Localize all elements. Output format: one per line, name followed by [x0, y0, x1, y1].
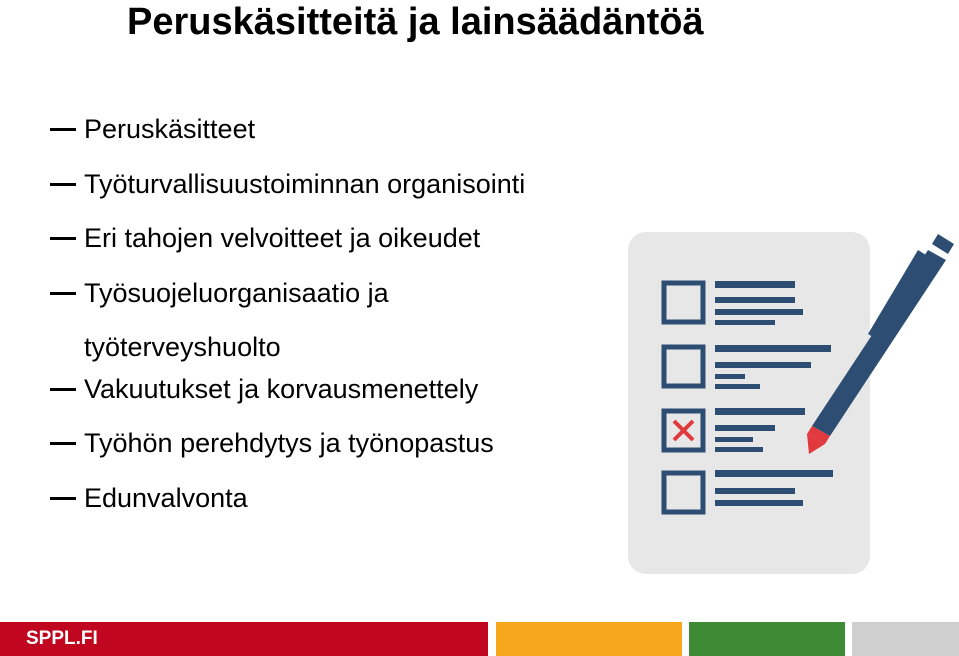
bullet-text: Työhön perehdytys ja työnopastus — [84, 428, 494, 458]
text-line — [715, 309, 803, 315]
text-line — [715, 488, 795, 494]
bullet-text: Työturvallisuustoiminnan organisointi — [84, 169, 526, 199]
text-line — [715, 437, 753, 442]
text-line — [715, 500, 803, 506]
dash-icon — [50, 237, 76, 240]
text-line — [715, 408, 805, 415]
slide-title: Peruskäsitteitä ja lainsäädäntöä — [127, 1, 704, 43]
bullet-item — [50, 362, 650, 416]
bullet-item — [50, 157, 650, 211]
pen-cap — [932, 234, 954, 254]
bullet-text: Eri tahojen velvoitteet ja oikeudet — [84, 223, 481, 253]
text-line — [715, 320, 775, 325]
bullet-item — [50, 416, 650, 470]
bullet-item — [50, 211, 650, 265]
dash-icon — [50, 183, 76, 186]
footer-bar-orange — [496, 622, 682, 656]
text-line — [715, 345, 831, 352]
bullet-item — [50, 471, 650, 525]
bullet-item — [50, 266, 650, 374]
text-line — [715, 447, 763, 452]
bullet-text-continuation: työterveyshuolto — [84, 332, 281, 362]
text-line — [715, 425, 775, 431]
footer — [0, 622, 959, 656]
bullet-text: Työsuojeluorganisaatio ja — [84, 278, 389, 308]
text-line — [715, 384, 760, 389]
dash-icon — [50, 388, 76, 391]
footer-bar-green — [689, 622, 845, 656]
text-line — [715, 362, 811, 368]
footer-bar-gray — [852, 622, 959, 656]
footer-brand-link[interactable]: SPPL.FI — [26, 628, 98, 649]
text-line — [715, 297, 795, 303]
bullet-item — [50, 102, 650, 156]
dash-icon — [50, 128, 76, 131]
checklist-with-pen-icon — [620, 222, 959, 578]
bullet-text: Peruskäsitteet — [84, 114, 256, 144]
text-line — [715, 470, 833, 477]
text-line — [715, 374, 745, 379]
dash-icon — [50, 292, 76, 295]
bullet-text: Edunvalvonta — [84, 483, 248, 513]
text-line — [715, 281, 795, 288]
bullet-text: Vakuutukset ja korvausmenettely — [84, 374, 479, 404]
dash-icon — [50, 442, 76, 445]
dash-icon — [50, 497, 76, 500]
